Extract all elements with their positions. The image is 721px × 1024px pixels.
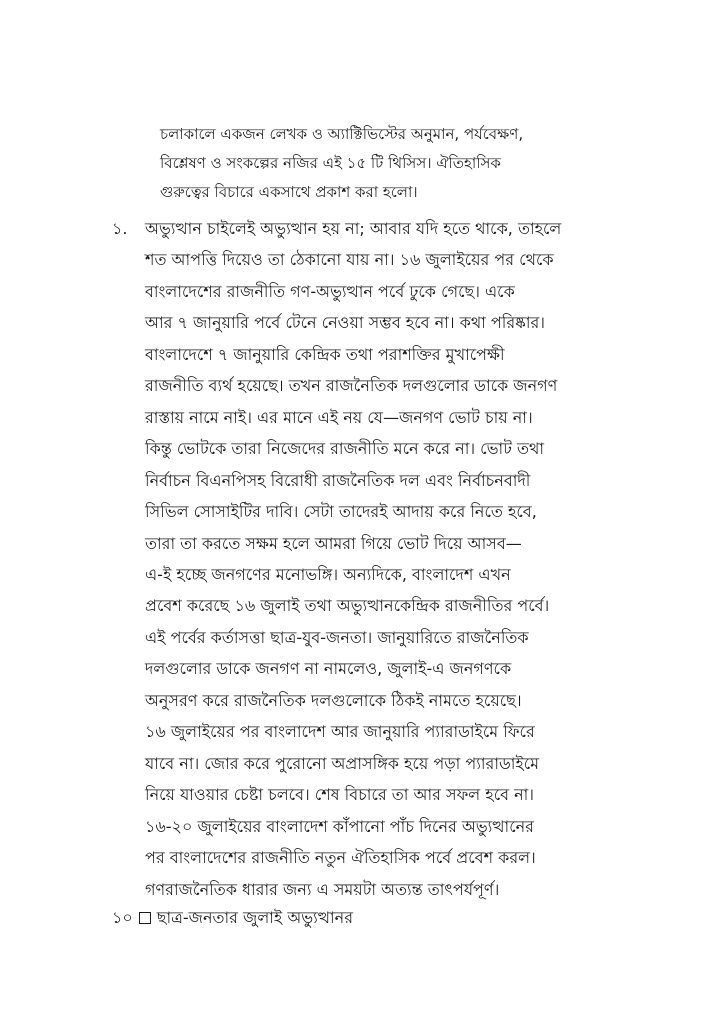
thesis-line: সিভিল সোসাইটির দাবি। সেটা তাদেরই আদায় করে নিতে হবে, xyxy=(145,502,537,522)
thesis-line: রাজনীতি ব্যর্থ হয়েছে। তখন রাজনৈতিক দলগুলোর ডাকে জনগণ xyxy=(145,376,558,396)
thesis-line: নিয়ে যাওয়ার চেষ্টা চলবে। শেষ বিচারে তা আর সফল হবে না। xyxy=(145,785,535,805)
thesis-line: ১৬ জুলাইয়ের পর বাংলাদেশ আর জানুয়ারি প্যারাডাইমে ফিরে xyxy=(145,722,535,742)
intro-line: গুরুত্বের বিচারে একসাথে প্রকাশ করা হলো। xyxy=(160,183,418,201)
running-title: ছাত্র-জনতার জুলাই অভ্যুত্থানর xyxy=(156,908,354,927)
thesis-line: অনুসরণ করে রাজনৈতিক দলগুলোকে ঠিকই নামতে হয়েছে। xyxy=(145,690,522,710)
intro-line: বিশ্লেষণ ও সংকল্পের নজির এই ১৫ টি থিসিস। ঐতিহাসিক xyxy=(160,154,501,172)
thesis-line: এই পর্বের কর্তাসত্তা ছাত্র-যুব-জনতা। জানুয়ারিতে রাজনৈতিক xyxy=(145,627,529,647)
thesis-number: ১. xyxy=(112,219,128,238)
thesis-line: দলগুলোর ডাকে জনগণ না নামলেও, জুলাই-এ জনগণকে xyxy=(145,659,512,679)
thesis-line: ১৬-২০ জুলাইয়ের বাংলাদেশ কাঁপানো পাঁচ দিনের অভ্যুত্থানের xyxy=(145,816,534,836)
thesis-line: শত আপত্তি দিয়েও তা ঠেকানো যায় না। ১৬ জুলাইয়ের পর থেকে xyxy=(145,250,554,270)
thesis-line: নির্বাচন বিএনপিসহ বিরোধী রাজনৈতিক দল এবং নির্বাচনবাদী xyxy=(145,470,531,490)
thesis-line: বাংলাদেশের রাজনীতি গণ-অভ্যুত্থান পর্বে ঢুকে গেছে। একে xyxy=(145,281,515,301)
page-number: ১০ xyxy=(112,908,133,927)
thesis-body xyxy=(145,213,635,905)
thesis-line: আর ৭ জানুয়ারি পর্বে টেনে নেওয়া সম্ভব হবে না। কথা পরিষ্কার। xyxy=(145,313,546,333)
thesis-line: গণরাজনৈতিক ধারার জন্য এ সময়টা অত্যন্ত তাৎপর্যপূর্ণ। xyxy=(145,879,500,899)
intro-line: চলাকালে একজন লেখক ও অ্যাক্টিভিস্টের অনুমান, পর্যবেক্ষণ, xyxy=(160,125,524,143)
thesis-line: তারা তা করতে সক্ষম হলে আমরা গিয়ে ভোট দিয়ে আসব— xyxy=(145,533,522,553)
thesis-line: পর বাংলাদেশের রাজনীতি নতুন ঐতিহাসিক পর্বে প্রবেশ করল। xyxy=(145,848,536,868)
intro-paragraph xyxy=(160,120,580,207)
thesis-line: বাংলাদেশে ৭ জানুয়ারি কেন্দ্রিক তথা পরাশক্তির মুখাপেক্ষী xyxy=(145,344,505,364)
thesis-line: রাস্তায় নামে নাই। এর মানে এই নয় যে—জনগণ ভোট চায় না। xyxy=(145,407,533,427)
thesis-line: প্রবেশ করেছে ১৬ জুলাই তথা অভ্যুত্থানকেন্দ্রিক রাজনীতির পর্বে। xyxy=(145,596,550,616)
thesis-line: কিন্তু ভোটকে তারা নিজেদের রাজনীতি মনে করে না। ভোট তথা xyxy=(145,439,545,459)
thesis-line: এ-ই হচ্ছে জনগণের মনোভঙ্গি। অন্যদিকে, বাংলাদেশ এখন xyxy=(145,564,511,584)
page-footer xyxy=(112,903,353,933)
thesis-line: যাবে না। জোর করে পুরোনো অপ্রাসঙ্গিক হয়ে পড়া প্যারাডাইমে xyxy=(145,753,540,773)
square-separator-icon xyxy=(139,912,151,924)
thesis-line: অভ্যুত্থান চাইলেই অভ্যুত্থান হয় না; আবার যদি হতে থাকে, তাহলে xyxy=(145,219,562,238)
